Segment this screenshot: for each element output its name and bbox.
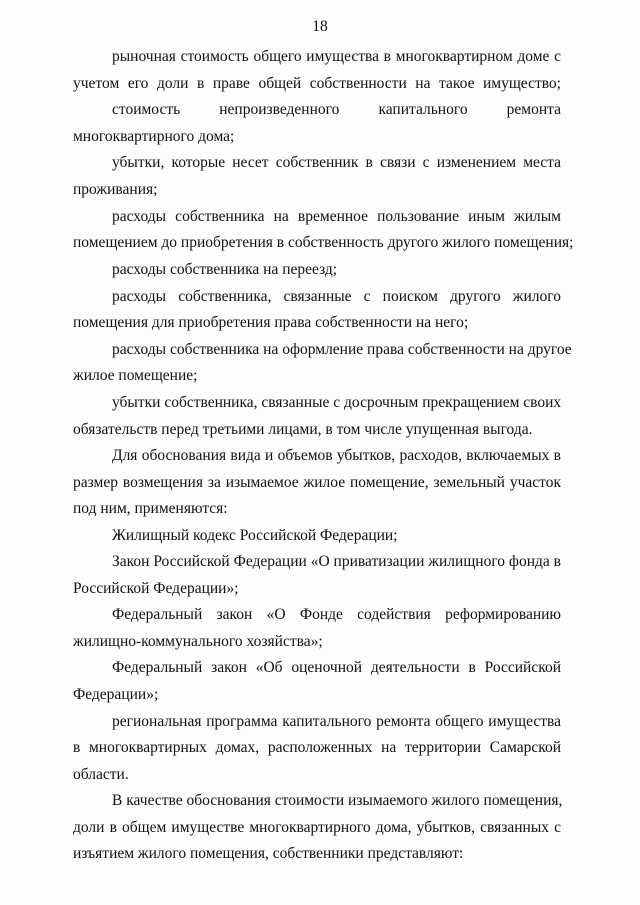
text-line: Федерации»; [73, 686, 159, 703]
text-line: помещением до приобретения в собственность другого жилого помещения; [73, 234, 574, 251]
text-line: региональная программа капитального ремонта общего имущества [112, 713, 561, 730]
text-line: Российской Федерации»; [73, 580, 239, 597]
text-line: рыночная стоимость общего имущества в многоквартирном доме с [112, 48, 561, 65]
text-line: Для обоснования вида и объемов убытков, расходов, включаемых в [112, 447, 561, 464]
text-line: проживания; [73, 181, 158, 198]
text-line: Федеральный закон «Об оценочной деятельности в Российской [112, 659, 561, 676]
text-line: убытки, которые несет собственник в связи с изменением места [112, 154, 561, 171]
text-line: под ним, применяются: [73, 500, 228, 517]
text-line: расходы собственника на оформление права собственности на другое [112, 341, 572, 358]
text-line: Закон Российской Федерации «О приватизации жилищного фонда в [112, 553, 561, 570]
text-line: расходы собственника, связанные с поиском другого жилого [112, 288, 561, 305]
text-line: размер возмещения за изымаемое жилое помещение, земельный участок [73, 474, 561, 491]
text-line: в многоквартирных домах, расположенных на территории Самарской [73, 739, 561, 756]
text-line: жилищно-коммунального хозяйства»; [73, 633, 323, 650]
text-line: В качестве обоснования стоимости изымаемого жилого помещения, [112, 792, 563, 809]
text-line: учетом его доли в праве общей собственности на такое имущество; [73, 75, 561, 92]
text-line: Жилищный кодекс Российской Федерации; [112, 527, 398, 544]
text-line: области. [73, 766, 129, 783]
text-line: доли в общем имуществе многоквартирного дома, убытков, связанных с [73, 819, 561, 836]
text-line: расходы собственника на переезд; [112, 261, 338, 278]
text-line: расходы собственника на временное пользование иным жилым [112, 208, 561, 225]
text-line: убытки собственника, связанные с досрочным прекращением своих [112, 394, 562, 411]
text-line: помещения для приобретения права собственности на него; [73, 314, 469, 331]
text-line: стоимость непроизведенного капитального ремонта [112, 101, 561, 118]
text-line: многоквартирного дома; [73, 128, 235, 145]
text-line: обязательств перед третьими лицами, в том числе упущенная выгода. [73, 421, 533, 438]
text-line: жилое помещение; [73, 367, 198, 384]
text-line: Федеральный закон «О Фонде содействия реформированию [112, 606, 561, 623]
page-number: 18 [312, 18, 328, 35]
text-line: изъятием жилого помещения, собственники представляют: [73, 845, 464, 862]
